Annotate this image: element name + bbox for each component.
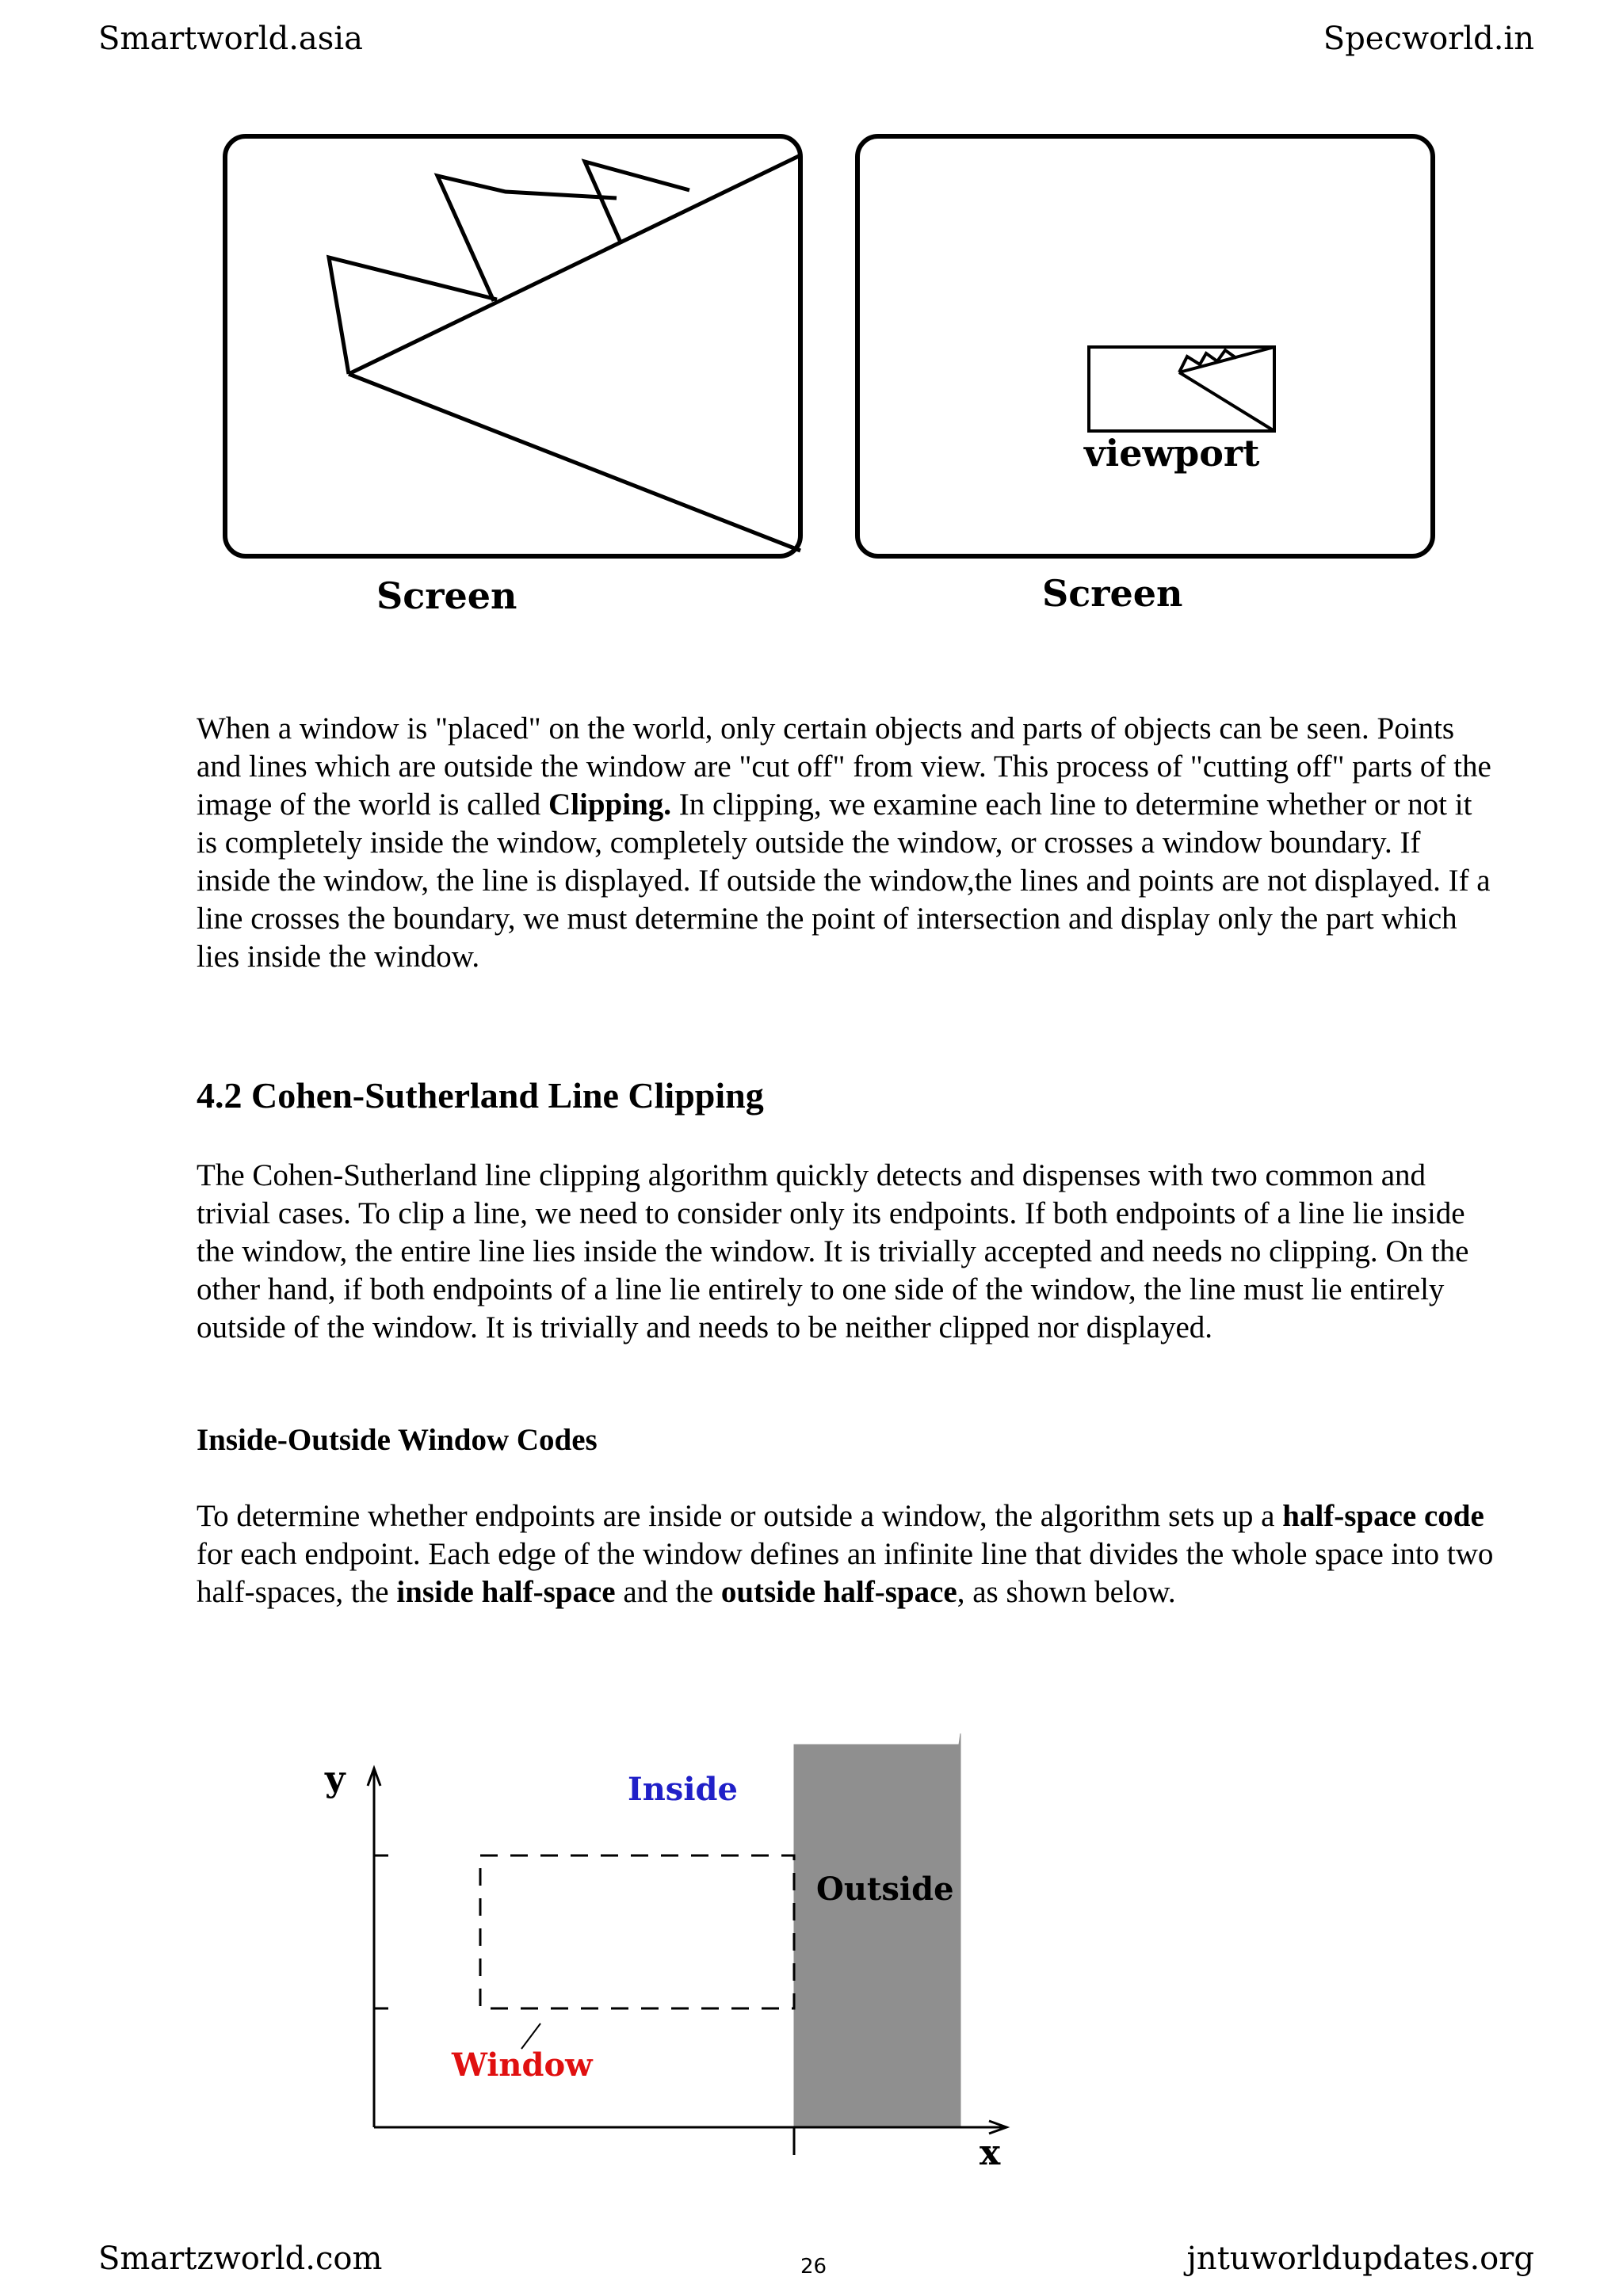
clipping-paragraph	[197, 710, 1496, 976]
header-left-site: Smartworld.asia	[98, 21, 363, 57]
inside-label: Inside	[628, 1771, 738, 1808]
subsection-heading: Inside-Outside Window Codes	[197, 1423, 598, 1457]
window-label: Window	[452, 2046, 593, 2084]
page-number: 26	[800, 2255, 827, 2279]
viewport-drawing	[1179, 347, 1274, 431]
cohen-sutherland-paragraph	[197, 1157, 1496, 1347]
footer-right-site: jntuworldupdates.org	[1186, 2241, 1534, 2277]
right-screen-label: Screen	[1042, 572, 1183, 615]
footer-left-site: Smartzworld.com	[98, 2241, 383, 2277]
header-right-site: Specworld.in	[1323, 21, 1534, 57]
left-world-drawing	[329, 155, 800, 551]
window-rect	[480, 1855, 794, 2008]
inside-half-space-term: inside half-space	[396, 1575, 616, 1609]
clipping-term: Clipping.	[548, 788, 672, 822]
window-pointer	[521, 2023, 540, 2049]
viewport-label: viewport	[1084, 432, 1260, 475]
section-heading: 4.2 Cohen-Sutherland Line Clipping	[197, 1075, 764, 1116]
half-space-text-1: To determine whether endpoints are inside or outside a window, the algorithm sets up a	[197, 1499, 1283, 1533]
half-space-code-term: half-space code	[1282, 1499, 1484, 1533]
viewport-rect	[1089, 347, 1274, 431]
clipping-paragraph-text-1: When a window is "placed" on the world, only certain objects and parts of objects can be seen. Points and lines which are outside the window are "cut off" from view. This process of "cutting off" parts of the image of the world is called	[197, 711, 1491, 822]
y-axis-label: y	[325, 1759, 346, 1799]
half-space-text-2: for each endpoint. Each edge of the window defines an infinite line that divides the whole space into two half-spaces, the	[197, 1537, 1494, 1609]
left-screen-label: Screen	[376, 574, 517, 617]
cohen-sutherland-paragraph-text: The Cohen-Sutherland line clipping algorithm quickly detects and dispenses with two common and trivial cases. To clip a line, we need to consider only its endpoints. If both endpoints of a line lie inside the window, the entire line lies inside the window. It is trivially accepted and needs no clipping. On the other hand, if both endpoints of a line lie entirely to one side of the window, the line must lie entirely outside of the window. It is trivially and needs to be neither clipped nor displayed.	[197, 1158, 1469, 1344]
outside-half-space-term: outside half-space	[720, 1575, 957, 1609]
outside-label: Outside	[816, 1871, 954, 1908]
half-space-figure	[309, 1727, 1022, 2171]
half-space-text-3: and the	[615, 1575, 721, 1609]
half-space-text-4: , as shown below.	[957, 1575, 1176, 1609]
x-axis-label: x	[980, 2133, 1001, 2171]
half-space-paragraph	[197, 1497, 1496, 1611]
clipping-paragraph-text-2: In clipping, we examine each line to determine whether or not it is completely inside the window, completely outside the window, or crosses a window boundary. If inside the window, the line is displayed. If outside the window,the lines and points are not displayed. If a line crosses the boundary, we must determine the point of intersection and display only the part which lies inside the window.	[197, 788, 1491, 974]
outside-half-space-region	[794, 1733, 960, 2127]
window-viewport-figure	[214, 127, 1450, 634]
